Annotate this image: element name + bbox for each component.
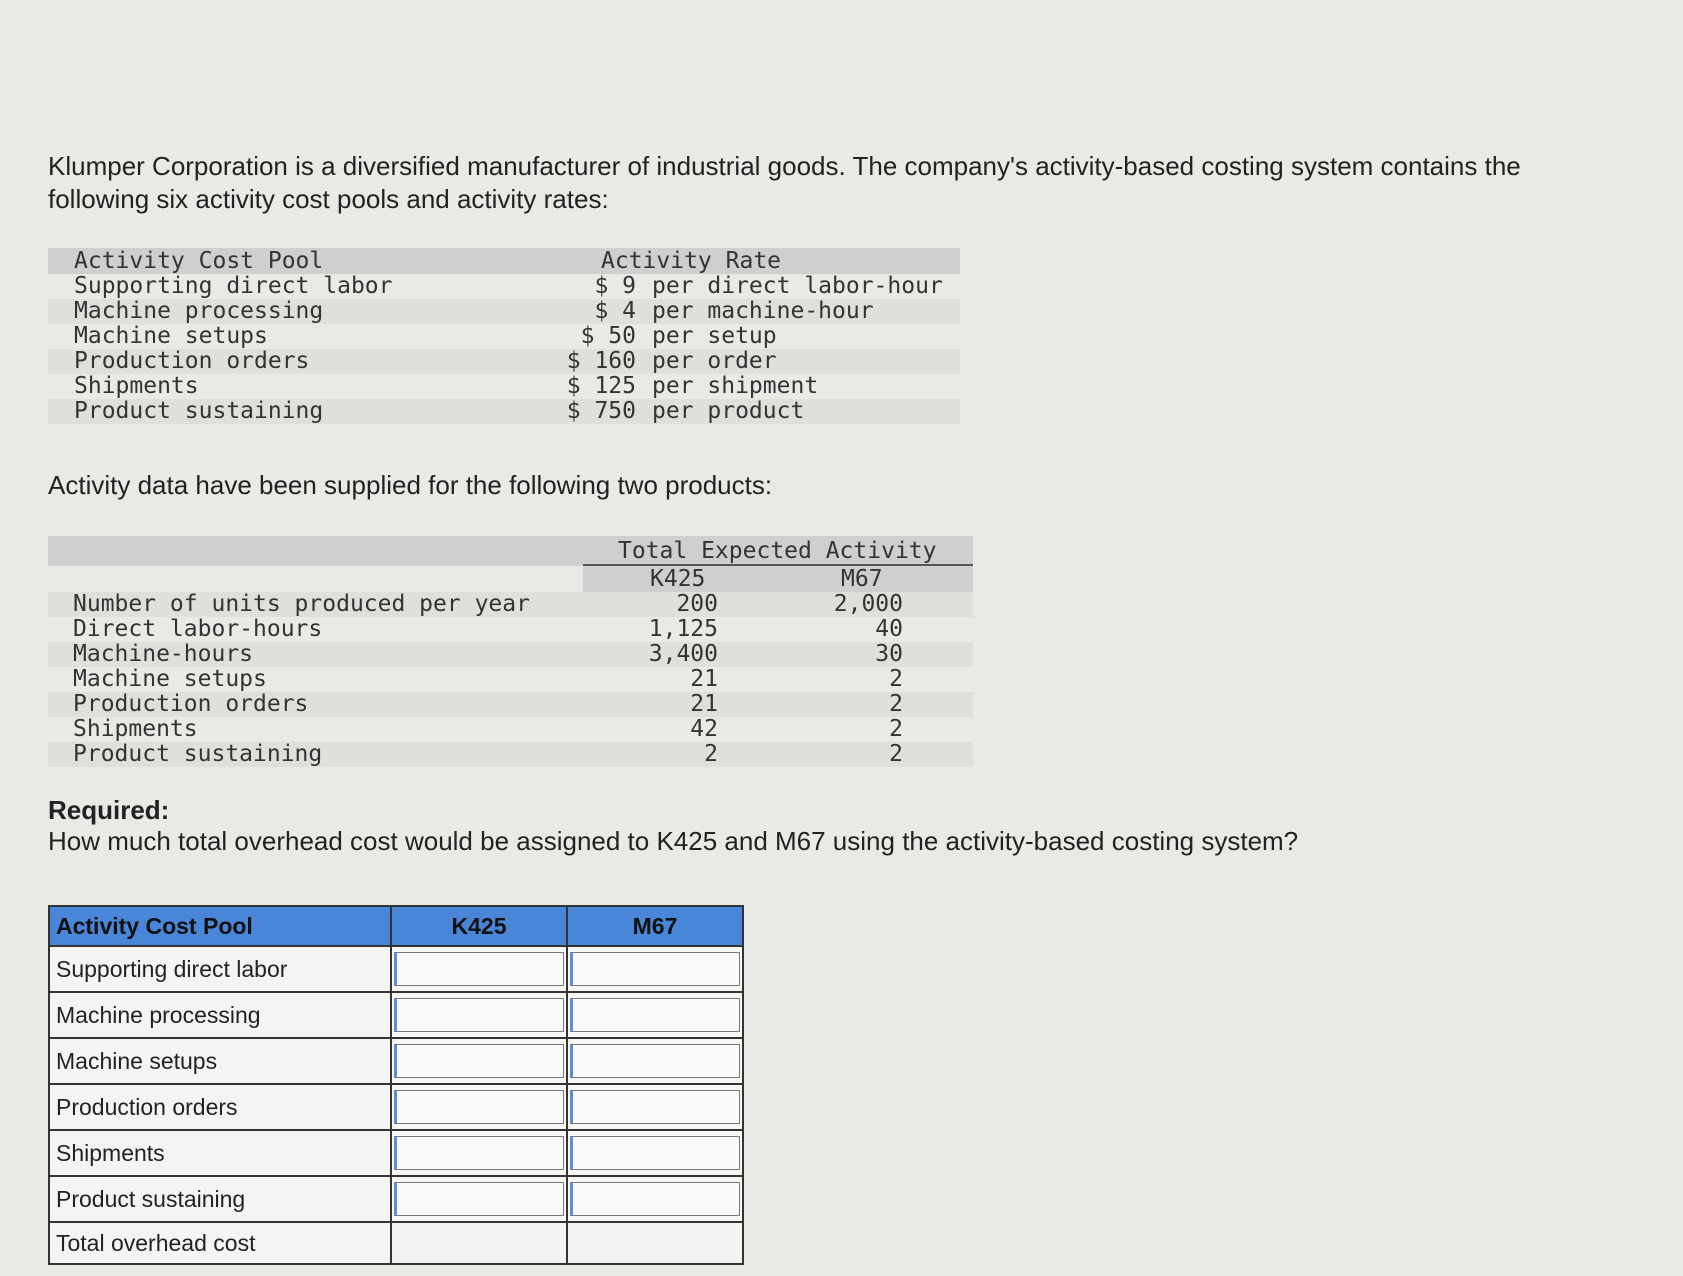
m67-total-cell <box>567 1222 743 1264</box>
rates-row <box>48 274 960 299</box>
k425-machine-processing-input[interactable] <box>394 998 564 1032</box>
activity-row <box>48 592 973 617</box>
answer-total-row <box>49 1222 743 1264</box>
activity-m67-value: 2,000 <box>833 591 903 617</box>
activity-row <box>48 717 973 742</box>
activity-label: Machine setups <box>73 666 267 692</box>
activity-k425-value: 2 <box>704 741 718 767</box>
activity-m67-value: 2 <box>889 716 903 742</box>
answer-row-label: Shipments <box>49 1130 391 1176</box>
rate-unit: per order <box>652 348 777 374</box>
total-expected-activity-label: Total Expected Activity <box>618 538 937 564</box>
activity-data-table <box>48 536 973 767</box>
total-overhead-label: Total overhead cost <box>49 1222 391 1264</box>
activity-row <box>48 742 973 767</box>
answer-row-label: Machine setups <box>49 1038 391 1084</box>
col-header-m67: M67 <box>841 566 883 592</box>
activity-m67-value: 2 <box>889 666 903 692</box>
rates-row <box>48 374 960 399</box>
rates-row <box>48 299 960 324</box>
rates-header-pool: Activity Cost Pool <box>74 248 324 274</box>
activity-k425-value: 21 <box>690 691 718 717</box>
activity-row <box>48 617 973 642</box>
rate-pool-name: Shipments <box>74 373 199 399</box>
rate-amount: $ 160 <box>566 348 636 374</box>
answer-row <box>49 1084 743 1130</box>
rates-row <box>48 349 960 374</box>
rate-pool-name: Supporting direct labor <box>74 273 393 299</box>
activity-row <box>48 667 973 692</box>
activity-row <box>48 692 973 717</box>
rate-unit: per shipment <box>652 373 819 399</box>
activity-k425-value: 1,125 <box>648 616 718 642</box>
rate-amount: $ 50 <box>580 323 636 349</box>
required-section <box>48 795 1298 857</box>
k425-shipments-input[interactable] <box>394 1136 564 1170</box>
rate-unit: per machine-hour <box>652 298 874 324</box>
activity-rates-table <box>48 248 960 424</box>
m67-supporting-direct-labor-input[interactable] <box>570 952 740 986</box>
rate-pool-name: Product sustaining <box>74 398 324 424</box>
rates-header-rate: Activity Rate <box>601 248 782 274</box>
answer-header-m67: M67 <box>567 906 743 946</box>
problem-intro: Klumper Corporation is a diversified manufacturer of industrial goods. The company's activity-based costing system contains the following six activity cost pools and activity rates: <box>48 151 1521 214</box>
answer-row <box>49 1130 743 1176</box>
rate-unit: per product <box>652 398 805 424</box>
activity-label: Machine-hours <box>73 641 254 667</box>
answer-row-label: Product sustaining <box>49 1176 391 1222</box>
rate-amount: $ 9 <box>594 273 636 299</box>
activity-k425-value: 42 <box>690 716 718 742</box>
rates-row <box>48 399 960 424</box>
activity-k425-value: 200 <box>676 591 718 617</box>
m67-shipments-input[interactable] <box>570 1136 740 1170</box>
m67-machine-setups-input[interactable] <box>570 1044 740 1078</box>
activity-m67-value: 40 <box>875 616 903 642</box>
answer-header-pool: Activity Cost Pool <box>49 906 391 946</box>
activity-group-header <box>48 536 973 566</box>
activity-column-headers <box>48 566 973 592</box>
rate-unit: per setup <box>652 323 777 349</box>
activity-m67-value: 30 <box>875 641 903 667</box>
activity-m67-value: 2 <box>889 741 903 767</box>
activity-label: Number of units produced per year <box>73 591 530 617</box>
k425-production-orders-input[interactable] <box>394 1090 564 1124</box>
activity-k425-value: 21 <box>690 666 718 692</box>
k425-machine-setups-input[interactable] <box>394 1044 564 1078</box>
rates-row <box>48 324 960 349</box>
required-question: How much total overhead cost would be assigned to K425 and M67 using the activity-based costing system? <box>48 826 1299 856</box>
rate-amount: $ 750 <box>566 398 636 424</box>
answer-header-k425: K425 <box>391 906 567 946</box>
answer-row <box>49 946 743 992</box>
activity-m67-value: 2 <box>889 691 903 717</box>
m67-product-sustaining-input[interactable] <box>570 1182 740 1216</box>
k425-supporting-direct-labor-input[interactable] <box>394 952 564 986</box>
answer-table <box>48 905 744 1265</box>
answer-row-label: Machine processing <box>49 992 391 1038</box>
k425-total-cell <box>391 1222 567 1264</box>
rate-unit: per direct labor-hour <box>652 273 943 299</box>
activity-data-subheading: Activity data have been supplied for the following two products: <box>48 470 773 500</box>
m67-machine-processing-input[interactable] <box>570 998 740 1032</box>
col-header-k425: K425 <box>650 566 706 592</box>
answer-row <box>49 992 743 1038</box>
answer-row-label: Production orders <box>49 1084 391 1130</box>
m67-production-orders-input[interactable] <box>570 1090 740 1124</box>
activity-label: Production orders <box>73 691 309 717</box>
rate-pool-name: Production orders <box>74 348 310 374</box>
activity-k425-value: 3,400 <box>648 641 718 667</box>
required-label: Required: <box>48 795 170 825</box>
activity-label: Shipments <box>73 716 198 742</box>
rate-pool-name: Machine setups <box>74 323 268 349</box>
rates-header-row <box>48 248 960 274</box>
activity-row <box>48 642 973 667</box>
answer-header-row <box>49 906 743 946</box>
rate-amount: $ 4 <box>594 298 636 324</box>
answer-row <box>49 1038 743 1084</box>
rate-pool-name: Machine processing <box>74 298 324 324</box>
activity-label: Direct labor-hours <box>73 616 323 642</box>
answer-row <box>49 1176 743 1222</box>
rate-amount: $ 125 <box>566 373 636 399</box>
activity-label: Product sustaining <box>73 741 323 767</box>
k425-product-sustaining-input[interactable] <box>394 1182 564 1216</box>
answer-row-label: Supporting direct labor <box>49 946 391 992</box>
